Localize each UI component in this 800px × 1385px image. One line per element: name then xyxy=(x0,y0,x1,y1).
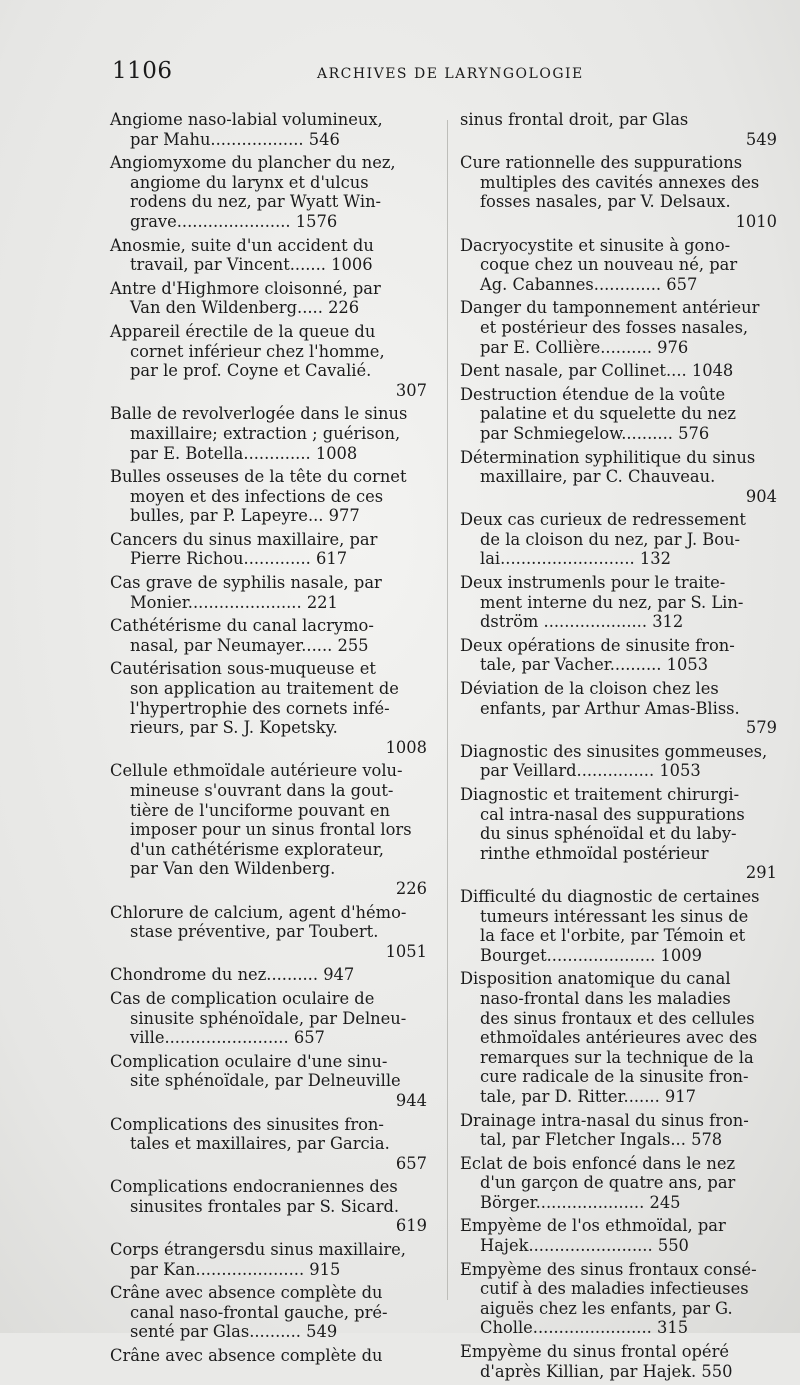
index-entry-line: Appareil érectile de la queue du xyxy=(110,321,376,341)
index-entry-line: Complications endocraniennes des xyxy=(110,1177,398,1197)
index-entry-line: par Schmiegelow.......... 576 xyxy=(480,423,710,443)
index-entry-line: Ag. Cabannes............. 657 xyxy=(480,274,698,294)
index-entry-page: 1010 xyxy=(735,211,777,231)
index-entry-line: Chlorure de calcium, agent d'hémo- xyxy=(110,902,407,922)
index-entry-line: d'un cathétérisme explorateur, xyxy=(130,839,384,859)
index-entry-line: de la cloison du nez, par J. Bou- xyxy=(480,529,741,549)
index-entry-line: tale, par Vacher.......... 1053 xyxy=(480,655,709,675)
index-entry-line: Hajek........................ 550 xyxy=(480,1236,689,1256)
index-entry xyxy=(110,110,435,149)
index-entry-line: stase préventive, par Toubert. xyxy=(130,922,379,942)
index-entry-line: Deux cas curieux de redressement xyxy=(460,510,746,530)
index-column-left xyxy=(110,110,435,1370)
index-entry xyxy=(460,1260,785,1338)
index-entry-line: Empyème de l'os ethmoïdal, par xyxy=(460,1216,726,1236)
index-entry xyxy=(110,1177,435,1236)
index-entry-line: imposer pour un sinus frontal lors xyxy=(130,820,412,840)
index-entry-line: des sinus frontaux et des cellules xyxy=(480,1008,755,1028)
index-entry-line: Corps étrangersdu sinus maxillaire, xyxy=(110,1240,406,1260)
index-entry-line: Cancers du sinus maxillaire, par xyxy=(110,529,378,549)
index-entry-page: 619 xyxy=(395,1216,427,1236)
index-entry-line: cornet inférieur chez l'homme, xyxy=(130,341,385,361)
index-entry xyxy=(110,467,435,526)
index-entry-line: angiome du larynx et d'ulcus xyxy=(130,172,369,192)
index-entry-line: Crâne avec absence complète du xyxy=(110,1283,383,1303)
index-entry xyxy=(460,969,785,1106)
index-entry-line: l'hypertrophie des cornets infé- xyxy=(130,698,390,718)
index-entry-line: Crâne avec absence complète du xyxy=(110,1346,383,1366)
index-entry-line: ethmoïdales antérieures avec des xyxy=(480,1028,758,1048)
index-entry xyxy=(460,1154,785,1213)
index-entry-line: maxillaire, par C. Chauveau. xyxy=(480,467,716,487)
index-entry-line: dström .................... 312 xyxy=(480,612,684,632)
index-entry xyxy=(460,1111,785,1150)
index-entry xyxy=(460,510,785,569)
index-entry xyxy=(460,236,785,295)
index-entry-line: cal intra-nasal des suppurations xyxy=(480,804,745,824)
index-entry-line: bulles, par P. Lapeyre... 977 xyxy=(130,506,360,526)
index-entry-line: Danger du tamponnement antérieur xyxy=(460,298,760,318)
index-entry xyxy=(110,1346,435,1366)
index-entry xyxy=(460,110,785,149)
index-entry-line: Deux opérations de sinusite fron- xyxy=(460,635,735,655)
index-entry-line: sinusite sphénoïdale, par Delneu- xyxy=(130,1008,407,1028)
index-entry-line: Cas grave de syphilis nasale, par xyxy=(110,573,382,593)
index-entry-line: tière de l'unciforme pouvant en xyxy=(130,800,390,820)
index-entry-line: lai.......................... 132 xyxy=(480,549,671,569)
index-entry-line: Eclat de bois enfoncé dans le nez xyxy=(460,1153,736,1173)
index-entry-line: enfants, par Arthur Amas-Bliss. xyxy=(480,698,740,718)
index-entry xyxy=(110,616,435,655)
index-entry-line: Disposition anatomique du canal xyxy=(460,969,731,989)
index-entry-line: Difficulté du diagnostic de certaines xyxy=(460,886,760,906)
index-entry-line: rieurs, par S. J. Kopetsky. xyxy=(130,718,338,738)
index-entry-line: Empyème des sinus frontaux consé- xyxy=(460,1259,757,1279)
index-entry xyxy=(110,989,435,1048)
index-entry-line: Pierre Richou............. 617 xyxy=(130,549,348,569)
index-entry xyxy=(460,742,785,781)
index-entry-line: tale, par D. Ritter....... 917 xyxy=(480,1086,697,1106)
index-entry-line: maxillaire; extraction ; guérison, xyxy=(130,423,401,443)
index-entry-page: 1051 xyxy=(385,941,427,961)
index-entry xyxy=(110,530,435,569)
index-entry-page: 944 xyxy=(395,1090,427,1110)
index-entry-line: par E. Collière.......... 976 xyxy=(480,337,689,357)
index-entry-line: multiples des cavités annexes des xyxy=(480,172,760,192)
index-entry-line: Détermination syphilitique du sinus xyxy=(460,447,756,467)
index-entry-line: ville........................ 657 xyxy=(130,1028,325,1048)
index-entry-page: 226 xyxy=(395,878,427,898)
index-entry-line: Deux instrumenls pour le traite- xyxy=(460,573,726,593)
index-entry-line: par le prof. Coyne et Cavalié. xyxy=(130,361,372,381)
index-entry-line: par Mahu.................. 546 xyxy=(130,129,340,149)
running-title: ARCHIVES DE LARYNGOLOGIE xyxy=(317,66,584,82)
index-entry-line: Dacryocystite et sinusite à gono- xyxy=(460,235,731,255)
index-column-right xyxy=(460,110,785,1385)
index-entry-line: Cellule ethmoïdale autérieure volu- xyxy=(110,761,403,781)
index-entry-page: 291 xyxy=(745,863,777,883)
index-entry-line: du sinus sphénoïdal et du laby- xyxy=(480,824,737,844)
index-entry-line: grave...................... 1576 xyxy=(130,211,338,231)
index-entry-line: Bulles osseuses de la tête du cornet xyxy=(110,467,407,487)
index-entry-line: senté par Glas.......... 549 xyxy=(130,1322,338,1342)
index-entry-line: tales et maxillaires, par Garcia. xyxy=(130,1134,390,1154)
index-entry-line: Complications des sinusites fron- xyxy=(110,1114,384,1134)
index-entry-line: rodens du nez, par Wyatt Win- xyxy=(130,192,382,212)
index-entry-line: Van den Wildenberg..... 226 xyxy=(130,298,360,318)
index-entry-line: Cure rationnelle des suppurations xyxy=(460,153,743,173)
index-entry xyxy=(110,903,435,962)
index-entry-line: Empyème du sinus frontal opéré xyxy=(460,1342,729,1362)
index-entry xyxy=(110,153,435,231)
index-entry xyxy=(460,636,785,675)
index-entry-line: rinthe ethmoïdal postérieur xyxy=(480,843,709,863)
index-entry xyxy=(460,448,785,507)
index-entry-line: Angiome naso-labial volumineux, xyxy=(110,110,383,129)
index-entry xyxy=(460,887,785,965)
index-entry-line: cutif à des maladies infectieuses xyxy=(480,1279,749,1299)
index-entry-page: 657 xyxy=(395,1153,427,1173)
index-entry-line: la face et l'orbite, par Témoin et xyxy=(480,926,746,946)
index-entry-line: aiguës chez les enfants, par G. xyxy=(480,1298,733,1318)
index-entry-line: d'un garçon de quatre ans, par xyxy=(480,1173,736,1193)
index-entry xyxy=(110,1240,435,1279)
index-entry-line: fosses nasales, par V. Delsaux. xyxy=(480,192,731,212)
index-entry xyxy=(110,279,435,318)
index-entry xyxy=(460,298,785,357)
page-header xyxy=(112,58,752,88)
index-entry-line: ment interne du nez, par S. Lin- xyxy=(480,592,744,612)
index-entry xyxy=(460,1342,785,1381)
index-entry-line: tal, par Fletcher Ingals... 578 xyxy=(480,1130,723,1150)
index-entry-line: remarques sur la technique de la xyxy=(480,1047,754,1067)
index-entry-line: Antre d'Highmore cloisonné, par xyxy=(110,278,381,298)
index-entry xyxy=(460,1216,785,1255)
index-entry-line: son application au traitement de xyxy=(130,679,399,699)
index-entry-page: 1008 xyxy=(385,737,427,757)
index-entry-line: coque chez un nouveau né, par xyxy=(480,255,738,275)
index-entry-line: Dent nasale, par Collinet.... 1048 xyxy=(460,361,734,381)
index-entry-line: Börger..................... 245 xyxy=(480,1192,681,1212)
index-entry-line: Cathétérisme du canal lacrymo- xyxy=(110,616,374,636)
index-entry-page: 579 xyxy=(745,718,777,738)
index-entry xyxy=(110,965,435,985)
index-entry-line: nasal, par Neumayer...... 255 xyxy=(130,635,369,655)
index-entry xyxy=(110,1052,435,1111)
index-entry-line: Bourget..................... 1009 xyxy=(480,945,702,965)
index-entry xyxy=(460,573,785,632)
index-entry-line: par Van den Wildenberg. xyxy=(130,859,336,879)
index-entry-line: Déviation de la cloison chez les xyxy=(460,679,719,699)
index-entry-line: sinus frontal droit, par Glas xyxy=(460,110,689,129)
index-entry-line: Balle de revolverlogée dans le sinus xyxy=(110,404,408,424)
index-entry xyxy=(110,659,435,757)
index-entry-line: travail, par Vincent....... 1006 xyxy=(130,255,373,275)
index-entry xyxy=(110,236,435,275)
index-entry xyxy=(460,153,785,231)
index-entry-line: Diagnostic des sinusites gommeuses, xyxy=(460,741,768,761)
index-entry-line: par E. Botella............. 1008 xyxy=(130,443,358,463)
index-entry-line: Anosmie, suite d'un accident du xyxy=(110,235,374,255)
index-entry-line: moyen et des infections de ces xyxy=(130,486,384,506)
index-entry-line: par Veillard............... 1053 xyxy=(480,761,701,781)
index-entry-page: 549 xyxy=(745,129,777,149)
index-entry-page: 904 xyxy=(745,486,777,506)
index-entry-line: Cas de complication oculaire de xyxy=(110,988,375,1008)
index-entry-line: Destruction étendue de la voûte xyxy=(460,384,726,404)
index-entry-line: naso-frontal dans les maladies xyxy=(480,988,731,1008)
index-entry-line: canal naso-frontal gauche, pré- xyxy=(130,1302,388,1322)
index-entry xyxy=(110,761,435,898)
index-entry-line: Diagnostic et traitement chirurgi- xyxy=(460,785,740,804)
index-entry-line: Chondrome du nez.......... 947 xyxy=(110,965,355,985)
index-entry-page: 307 xyxy=(395,380,427,400)
index-entry-line: sinusites frontales par S. Sicard. xyxy=(130,1196,400,1216)
index-entry xyxy=(110,322,435,400)
index-entry-line: palatine et du squelette du nez xyxy=(480,404,736,424)
index-entry xyxy=(460,385,785,444)
page-number: 1106 xyxy=(112,58,173,84)
index-entry xyxy=(460,361,785,381)
index-entry xyxy=(110,404,435,463)
index-entry-line: Angiomyxome du plancher du nez, xyxy=(110,153,396,173)
index-entry-line: Drainage intra-nasal du sinus fron- xyxy=(460,1110,749,1130)
index-entry-line: Cholle....................... 315 xyxy=(480,1318,689,1338)
index-entry-line: d'après Killian, par Hajek. 550 xyxy=(480,1361,733,1381)
index-entry-line: Cautérisation sous-muqueuse et xyxy=(110,659,376,679)
index-entry xyxy=(460,785,785,883)
index-entry xyxy=(110,573,435,612)
index-entry-line: mineuse s'ouvrant dans la gout- xyxy=(130,781,394,800)
index-entry-line: cure radicale de la sinusite fron- xyxy=(480,1067,749,1087)
index-entry-line: site sphénoïdale, par Delneuville xyxy=(130,1071,401,1091)
index-entry-line: tumeurs intéressant les sinus de xyxy=(480,906,749,926)
index-entry xyxy=(460,679,785,738)
index-entry-line: par Kan..................... 915 xyxy=(130,1259,341,1279)
index-entry xyxy=(110,1115,435,1174)
index-entry-line: et postérieur des fosses nasales, xyxy=(480,317,749,337)
index-entry xyxy=(110,1283,435,1342)
column-divider xyxy=(447,120,448,1300)
index-entry-line: Monier...................... 221 xyxy=(130,592,338,612)
index-entry-line: Complication oculaire d'une sinu- xyxy=(110,1051,388,1071)
